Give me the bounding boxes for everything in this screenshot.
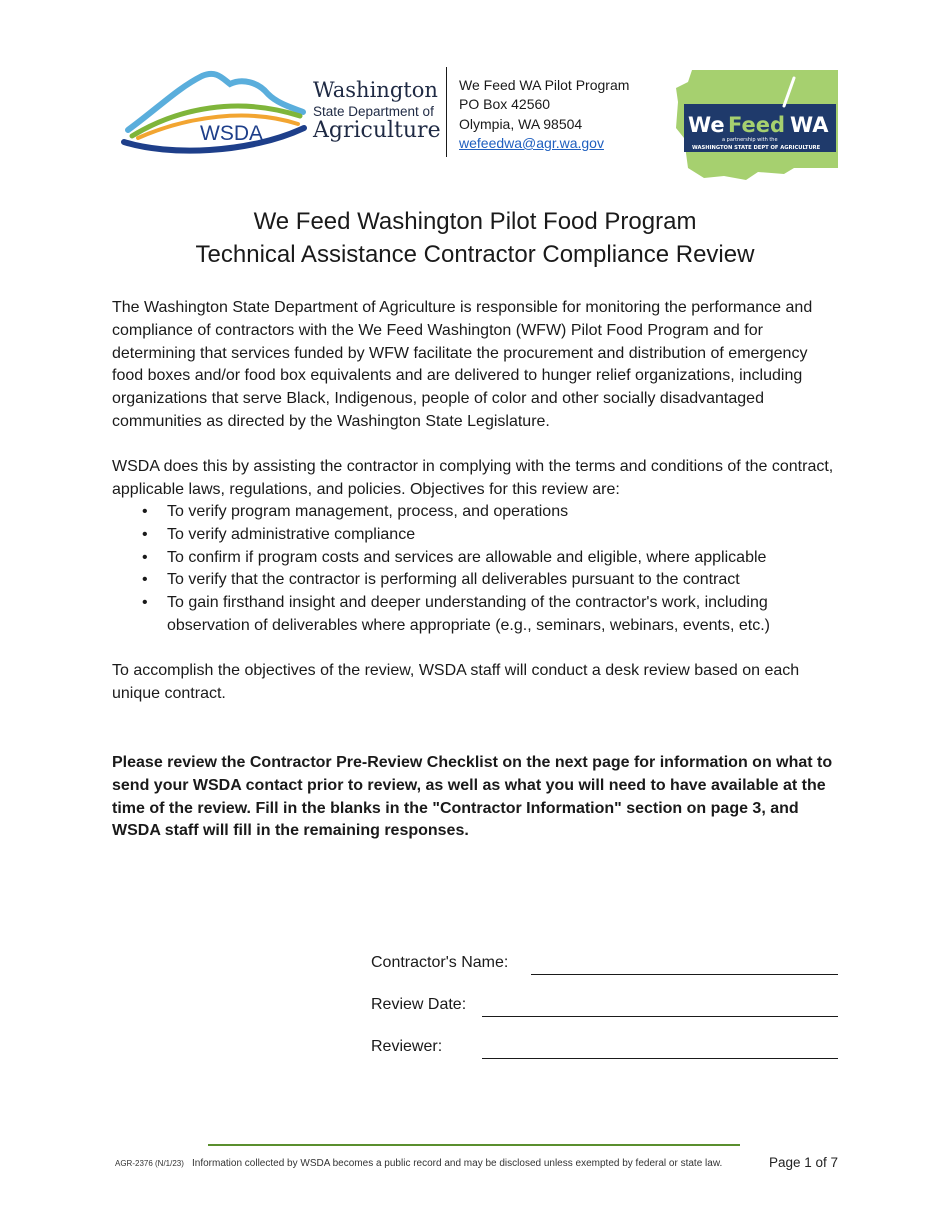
agency-name-line3: Agriculture xyxy=(313,117,441,143)
wefeedwa-text-wa: WA xyxy=(790,113,829,137)
agency-name-line2: State Department of xyxy=(313,104,434,119)
wefeedwa-tagline1: a partnership with the xyxy=(722,137,778,143)
wefeedwa-text-feed: Feed xyxy=(728,113,786,137)
list-item xyxy=(112,524,842,547)
address-po-box: PO Box 42560 xyxy=(459,96,551,113)
wefeedwa-logo xyxy=(674,68,840,184)
objective-text: To confirm if program costs and services are allowable and eligible, where applicable xyxy=(167,548,767,566)
title-line1: We Feed Washington Pilot Food Program xyxy=(253,208,697,235)
document-title xyxy=(0,205,950,271)
header-divider xyxy=(446,67,447,157)
footer-divider xyxy=(208,1144,740,1146)
instructions-text: Please review the Contractor Pre-Review Checklist on the next page for information on what to send your WSDA contact prior to review, as well as what you will need to have available at the time of the review. Fill in the blanks in the "Contractor Information" section on page 3, and WSDA staff will fill in the remaining responses. xyxy=(112,754,833,840)
program-address xyxy=(459,76,629,153)
intro-text: The Washington State Department of Agriculture is responsible for monitoring the performance and compliance of contractors with the We Feed Washington (WFW) Pilot Food Program and for determining that services funded by WFW facilitate the procurement and distribution of emergency food boxes and/or food box equivalents and are delivered to hunger relief organizations, including organizations that serve Black, Indigenous, people of color and other socially disadvantaged communities as directed by the Washington State Legislature. xyxy=(112,299,813,430)
wsda-logo-text: WSDA xyxy=(200,122,263,145)
objective-text: To verify that the contractor is performing all deliverables pursuant to the contract xyxy=(167,571,740,589)
review-date-label: Review Date: xyxy=(371,996,467,1013)
instructions-paragraph xyxy=(112,752,842,843)
list-item xyxy=(112,501,842,524)
bullet-icon: • xyxy=(142,525,148,543)
objective-text: To verify administrative compliance xyxy=(167,525,416,543)
agency-name xyxy=(313,80,441,142)
public-record-disclaimer: Information collected by WSDA becomes a public record and may be disclosed unless exempted by federal or state law. xyxy=(192,1158,723,1169)
email-link[interactable]: wefeedwa@agr.wa.gov xyxy=(459,134,604,151)
review-method-text: To accomplish the objectives of the review, WSDA staff will conduct a desk review based on each unique contract. xyxy=(112,662,800,702)
bullet-icon: • xyxy=(142,548,148,566)
reviewer-field[interactable] xyxy=(482,1058,838,1059)
bullet-icon: • xyxy=(142,503,148,520)
objective-text: To gain firsthand insight and deeper understanding of the contractor's work, including observation of deliverables where appropriate (e.g., seminars, webinars, events, etc.) xyxy=(167,594,770,634)
list-item xyxy=(112,569,842,592)
objectives-list xyxy=(112,501,842,638)
reviewer-label: Reviewer: xyxy=(371,1038,443,1055)
objective-text: To verify program management, process, and operations xyxy=(167,503,569,520)
wsda-logo xyxy=(118,68,318,158)
contractor-name-field[interactable] xyxy=(531,974,838,975)
contractor-name-label: Contractor's Name: xyxy=(371,954,509,971)
agency-name-line1: Washington xyxy=(313,78,438,102)
list-item xyxy=(112,547,842,570)
page-number: Page 1 of 7 xyxy=(769,1155,839,1170)
title-line2: Technical Assistance Contractor Compliance Review xyxy=(195,241,755,268)
objectives-intro xyxy=(112,456,842,502)
wefeedwa-text-we: We xyxy=(688,113,725,137)
address-city: Olympia, WA 98504 xyxy=(459,115,583,132)
review-method-paragraph xyxy=(112,660,842,706)
review-date-field[interactable] xyxy=(482,1016,838,1017)
intro-paragraph xyxy=(112,297,842,434)
bullet-icon: • xyxy=(142,594,148,612)
bullet-icon: • xyxy=(142,571,148,589)
list-item xyxy=(112,592,842,638)
address-program: We Feed WA Pilot Program xyxy=(459,77,630,93)
objectives-intro-text: WSDA does this by assisting the contractor in complying with the terms and conditions of the contract, applicable laws, regulations, and policies. Objectives for this review are: xyxy=(112,458,834,498)
wefeedwa-tagline2: WASHINGTON STATE DEPT OF AGRICULTURE xyxy=(692,145,821,151)
form-code: AGR-2376 (N/1/23) xyxy=(115,1159,184,1168)
